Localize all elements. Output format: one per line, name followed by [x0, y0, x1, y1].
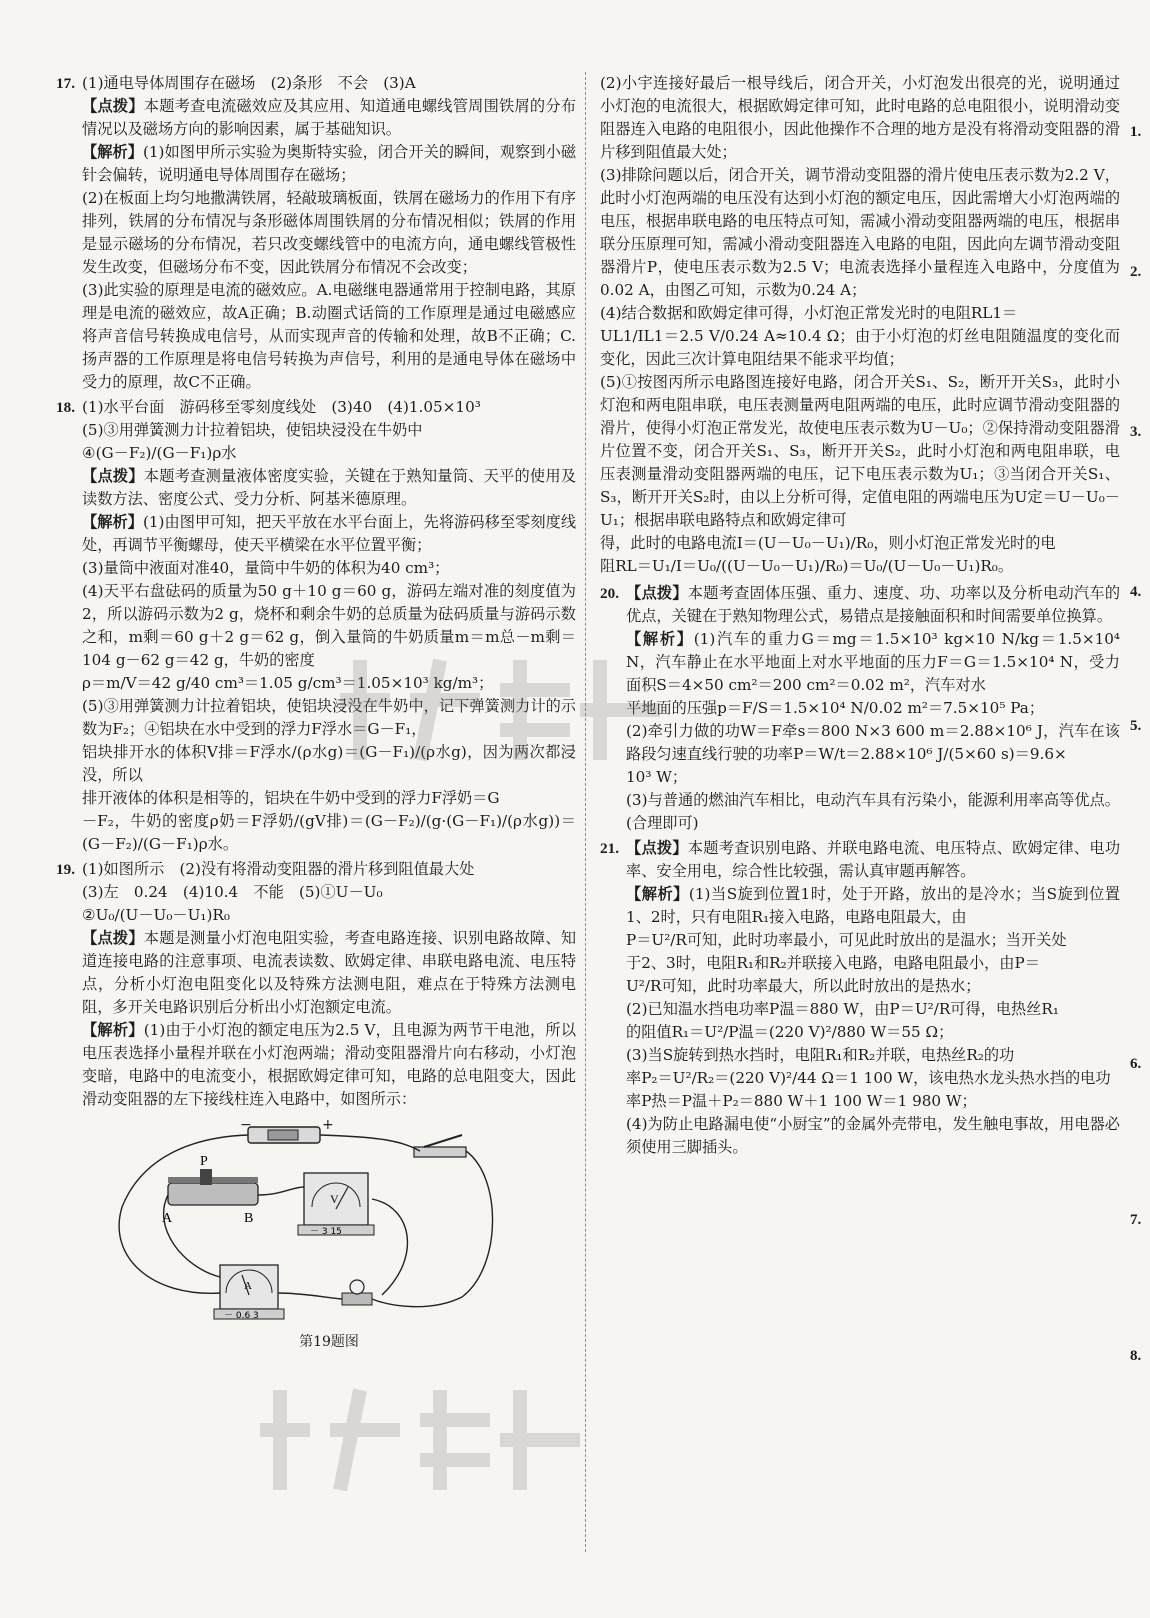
solution-label: 【解析】 [626, 885, 689, 903]
tip-label: 【点拨】 [626, 584, 688, 602]
solution-paragraph [82, 511, 576, 557]
solution-label: 【解析】 [626, 630, 694, 648]
formula-line: 平地面的压强p＝F/S＝1.5×10⁴ N/0.02 m²＝7.5×10⁵ Pa； [626, 699, 1045, 717]
solution-label: 【解析】 [82, 1021, 144, 1039]
ammeter-scale: － 0.6 3 [224, 1311, 259, 1321]
solution-text: (1)如图甲所示实验为奥斯特实验，闭合开关的瞬间，观察到小磁针会偏转，说明通电导体周围存在磁场； [82, 143, 577, 184]
edge-number: 2. [1130, 264, 1142, 280]
tip-text: 本题是测量小灯泡电阻实验，考查电路连接、识别电路故障、知道连接电路的注意事项、电流表读数、欧姆定律、串联电路电流、电压特点，分析小灯泡电阻变化以及特殊方法测电阻，难点在于特殊方法测电阻，多开关电路识别后分析出小灯泡额定电流。 [82, 929, 577, 1016]
edge-number: 1. [1130, 124, 1142, 140]
edge-number: 3. [1130, 424, 1142, 440]
solution-label: 【解析】 [82, 513, 143, 531]
formula-line: 的阻值R₁＝U²/P温＝(220 V)²/880 W＝55 Ω； [626, 1023, 954, 1041]
solution-text: (4)天平右盘砝码的质量为50 g＋10 g＝60 g，游码左端对准的刻度值为2，所以游码示数为2 g，烧杯和剩余牛奶的总质量为砝码质量与游码示数之和，m剩＝60 g＋2 g＝62 g，倒入量筒的牛奶质量m＝m总－m剩＝104 g－62 g＝42 g，牛奶的密度 [82, 582, 576, 669]
solution-text: (1)由于小灯泡的额定电压为2.5 V，且电源为两节干电池，所以电压表选择小量程并联在小灯泡两端；滑动变阻器滑片向右移动，小灯泡变暗，电路中的电流变小，根据欧姆定律可知，电路的总电阻变大，因此滑动变阻器的左下接线柱连入电路中，如图所示： [82, 1021, 577, 1108]
formula-line: 铝块排开水的体积V排＝F浮水/(ρ水g)＝(G－F₁)/(ρ水g)，因为两次都浸没，所以 [82, 743, 576, 784]
solution-text: (1)汽车的重力G＝mg＝1.5×10³ kg×10 N/kg＝1.5×10⁴ N，汽车静止在水平地面上对水平地面的压力F＝G＝1.5×10⁴ N，受力面积S＝4×50 cm²＝200 cm²＝0.02 m²，汽车对水 [626, 630, 1120, 694]
question-21 [600, 837, 1120, 1159]
solution-paragraph [626, 883, 1120, 929]
question-19 [56, 858, 576, 1354]
right-column [600, 72, 1120, 1159]
ammeter-icon [214, 1265, 284, 1321]
svg-text:−: − [240, 1117, 252, 1133]
edge-number: 5. [1130, 718, 1142, 734]
bulb-icon [342, 1280, 372, 1305]
answer-line: (3)左 0.24 (4)10.4 不能 (5)①U－U₀ [82, 883, 383, 901]
column-divider [585, 72, 586, 1552]
answer-line: ④(G－F₂)/(G－F₁)ρ水 [82, 444, 237, 462]
tip-paragraph [626, 837, 1120, 883]
solution-text: (2)在板面上均匀地撒满铁屑，轻敲玻璃板面，铁屑在磁场力的作用下有序排列，铁屑的分布情况与条形磁体周围铁屑的分布情况相似；铁屑的作用是显示磁场的分布情况，若只改变螺线管中的电流方向，通电螺线管极性发生改变，但磁场分布不变，因此铁屑分布情况不会改变； [82, 189, 576, 276]
solution-text: (5)③用弹簧测力计拉着铝块，使铝块浸没在牛奶中，记下弹簧测力计的示数为F₂；④铝块在水中受到的浮力F浮水＝G－F₁， [82, 697, 576, 738]
answer-line: (1)通电导体周围存在磁场 (2)条形 不会 (3)A [82, 74, 416, 92]
question-17 [56, 72, 576, 394]
answer-line: ②U₀/(U－U₀－U₁)R₀ [82, 906, 230, 924]
question-number: 19. [56, 861, 75, 878]
circuit-figure [82, 1117, 576, 1354]
rheostat-terminal-b: B [244, 1211, 254, 1226]
watermark-logo [250, 1370, 590, 1500]
rheostat-terminal-a: A [162, 1211, 173, 1226]
solution-text: (3)与普通的燃油汽车相比，电动汽车具有污染小，能源利用率高等优点。(合理即可) [626, 791, 1120, 832]
solution-text: (3)量筒中液面对准40，量筒中牛奶的体积为40 cm³； [82, 559, 450, 577]
formula-line: 于2、3时，电阻R₁和R₂并联接入电路，电路电阻最小，由P＝ [626, 954, 1040, 972]
svg-text:+: + [322, 1117, 334, 1133]
ammeter-label: A [244, 1280, 252, 1292]
circuit-diagram [82, 1117, 576, 1322]
edge-number: 4. [1130, 584, 1142, 600]
tip-paragraph [626, 582, 1120, 628]
solution-text: (5)①按图丙所示电路图连接好电路，闭合开关S₁、S₂，断开开关S₃，此时小灯泡和两电阻串联，电压表测量两电阻两端的电压，此时应调节滑动变阻器的滑片，使得小灯泡正常发光，故使电压表示数为U－U₀；②保持滑动变阻器滑片位置不变，闭合开关S₁、S₃，断开开关S₂，此时小灯泡和两电阻串联，电压表测量滑动变阻器两端的电压，记下电压表示数为U₁；③当闭合开关S₁、S₃，断开开关S₂时，由以上分析可得，定值电阻的两端电压为U定＝U－U₀－U₁；根据串联电路特点和欧姆定律可 [600, 373, 1120, 529]
solution-text: (3)此实验的原理是电流的磁效应。A.电磁继电器通常用于控制电路，其原理是电流的磁效应，故A正确；B.动圈式话筒的工作原理是通过电磁感应将声音信号转换成电信号，从而实现声音的传输和处理，故B不正确；C.扬声器的工作原理是将电信号转换为声信号，利用的是通电导体在磁场中受力的原理，故C不正确。 [82, 281, 576, 391]
solution-text: (1)当S旋到位置1时，处于开路，放出的是冷水；当S旋到位置1、2时，只有电阻R₁接入电路，电路电阻最大，由 [626, 885, 1120, 926]
tip-label: 【点拨】 [82, 467, 144, 485]
solution-text: (3)排除问题以后，闭合开关，调节滑动变阻器的滑片使电压表示数为2.2 V，此时小灯泡两端的电压没有达到小灯泡的额定电压，因此需增大小灯泡两端的电压，根据串联电路的电压特点可知，需减小滑动变阻器两端的电压，根据串联分压原理可知，需减小滑动变阻器连入电路的电阻，因此向左调节滑动变阻器滑片P，使电压表示数为2.5 V；电流表选择小量程连入电路中，分度值为0.02 A，由图乙可知，示数为0.24 A； [600, 166, 1120, 299]
solution-text: (2)牵引力做的功W＝F牵s＝800 N×3 600 m＝2.88×10⁶ J，汽车在该路段匀速直线行驶的功率P＝W/t＝2.88×10⁶ J/(5×60 s)＝9.6× [626, 722, 1120, 763]
formula-line: U²/R可知，此时功率最大，所以此时放出的是热水； [626, 977, 981, 995]
formula-line: 阻RL＝U₁/I＝U₀/((U－U₀－U₁)/R₀)＝U₀/(U－U₀－U₁)R₀。 [600, 557, 1014, 575]
battery-icon [240, 1117, 334, 1143]
tip-label: 【点拨】 [82, 929, 144, 947]
question-20 [600, 582, 1120, 835]
question-number: 18. [56, 399, 75, 416]
formula-line: －F₂，牛奶的密度ρ奶＝F浮奶/(gV排)＝(G－F₂)/(g·(G－F₁)/(ρ水g))＝(G－F₂)/(G－F₁)ρ水。 [82, 812, 576, 853]
answer-line: (1)如图所示 (2)没有将滑动变阻器的滑片移到阻值最大处 [82, 860, 475, 878]
solution-text: (4)结合数据和欧姆定律可得，小灯泡正常发光时的电阻RL1＝ [600, 304, 1018, 322]
voltmeter-scale: － 3 15 [310, 1227, 342, 1237]
tip-text: 本题考查识别电路、并联电路电流、电压特点、欧姆定律、电功率、安全用电，综合性比较强，需认真审题再解答。 [626, 839, 1121, 880]
formula-line: 排开液体的体积是相等的，铝块在牛奶中受到的浮力F浮奶＝G [82, 789, 500, 807]
question-19-continued [600, 72, 1120, 578]
voltmeter-label: V [330, 1192, 339, 1206]
question-number: 21. [600, 840, 619, 857]
edge-number: 7. [1130, 1212, 1142, 1228]
rheostat-icon [162, 1154, 258, 1226]
formula-line: 得，此时的电路电流I＝(U－U₀－U₁)/R₀，则小灯泡正常发光时的电 [600, 534, 1056, 552]
solution-paragraph [626, 628, 1120, 697]
formula-line: 率P热＝P温＋P₂＝880 W＋1 100 W＝1 980 W； [626, 1092, 977, 1110]
solution-text: (2)已知温水挡电功率P温＝880 W，由P＝U²/R可得，电热丝R₁ [626, 1000, 1059, 1018]
formula-line: ρ＝m/V＝42 g/40 cm³＝1.05 g/cm³＝1.05×10³ kg/m³； [82, 674, 494, 692]
solution-text: (2)小宇连接好最后一根导线后，闭合开关，小灯泡发出很亮的光，说明通过小灯泡的电流很大，根据欧姆定律可知，此时电路的总电阻很小，说明滑动变阻器连入电路的电阻很小，因此他操作不合理的地方是没有将滑动变阻器的滑片移到阻值最大处； [600, 74, 1120, 161]
question-number: 20. [600, 585, 619, 602]
edge-number: 6. [1130, 1056, 1142, 1072]
figure-caption: 第19题图 [299, 1334, 359, 1350]
tip-label: 【点拨】 [82, 97, 144, 115]
question-number: 17. [56, 75, 75, 92]
formula-line: UL1/IL1＝2.5 V/0.24 A≈10.4 Ω；由于小灯泡的灯丝电阻随温度的变化而变化，因此三次计算电阻结果不能求平均值； [600, 327, 1120, 368]
rheostat-slider-label: P [200, 1154, 208, 1169]
tip-paragraph [82, 465, 576, 511]
question-18 [56, 396, 576, 856]
solution-text: (4)为防止电路漏电使“小厨宝”的金属外壳带电，发生触电事故，用电器必须使用三脚插头。 [626, 1115, 1120, 1156]
switch-icon [414, 1135, 466, 1157]
edge-number: 8. [1130, 1348, 1142, 1364]
tip-paragraph [82, 95, 576, 141]
solution-paragraph [82, 141, 576, 187]
answer-line: (1)水平台面 游码移至零刻度线处 (3)40 (4)1.05×10³ [82, 398, 481, 416]
solution-text: (3)当S旋转到热水挡时，电阻R₁和R₂并联，电热丝R₂的功 [626, 1046, 1015, 1064]
formula-line: 10³ W； [626, 768, 688, 786]
solution-paragraph [82, 1019, 576, 1111]
left-column [56, 72, 576, 1354]
solution-label: 【解析】 [82, 143, 143, 161]
solution-text: (1)由图甲可知，把天平放在水平台面上，先将游码移至零刻度线处，再调节平衡螺母，使天平横梁在水平位置平衡； [82, 513, 577, 554]
formula-line: 率P₂＝U²/R₂＝(220 V)²/44 Ω＝1 100 W，该电热水龙头热水挡的电功 [626, 1069, 1111, 1087]
tip-label: 【点拨】 [626, 839, 688, 857]
tip-text: 本题考查测量液体密度实验，关键在于熟知量筒、天平的使用及读数方法、密度公式、受力分析、阿基米德原理。 [82, 467, 577, 508]
answer-line: (5)③用弹簧测力计拉着铝块，使铝块浸没在牛奶中 [82, 421, 423, 439]
tip-text: 本题考查电流磁效应及其应用、知道通电螺线管周围铁屑的分布情况以及磁场方向的影响因素，属于基础知识。 [82, 97, 577, 138]
voltmeter-icon [298, 1173, 374, 1237]
formula-line: P＝U²/R可知，此时功率最小，可见此时放出的是温水；当开关处 [626, 931, 1067, 949]
tip-paragraph [82, 927, 576, 1019]
tip-text: 本题考查固体压强、重力、速度、功、功率以及分析电动汽车的优点，关键在于熟知物理公式，易错点是接触面积和时间需要单位换算。 [626, 584, 1121, 625]
